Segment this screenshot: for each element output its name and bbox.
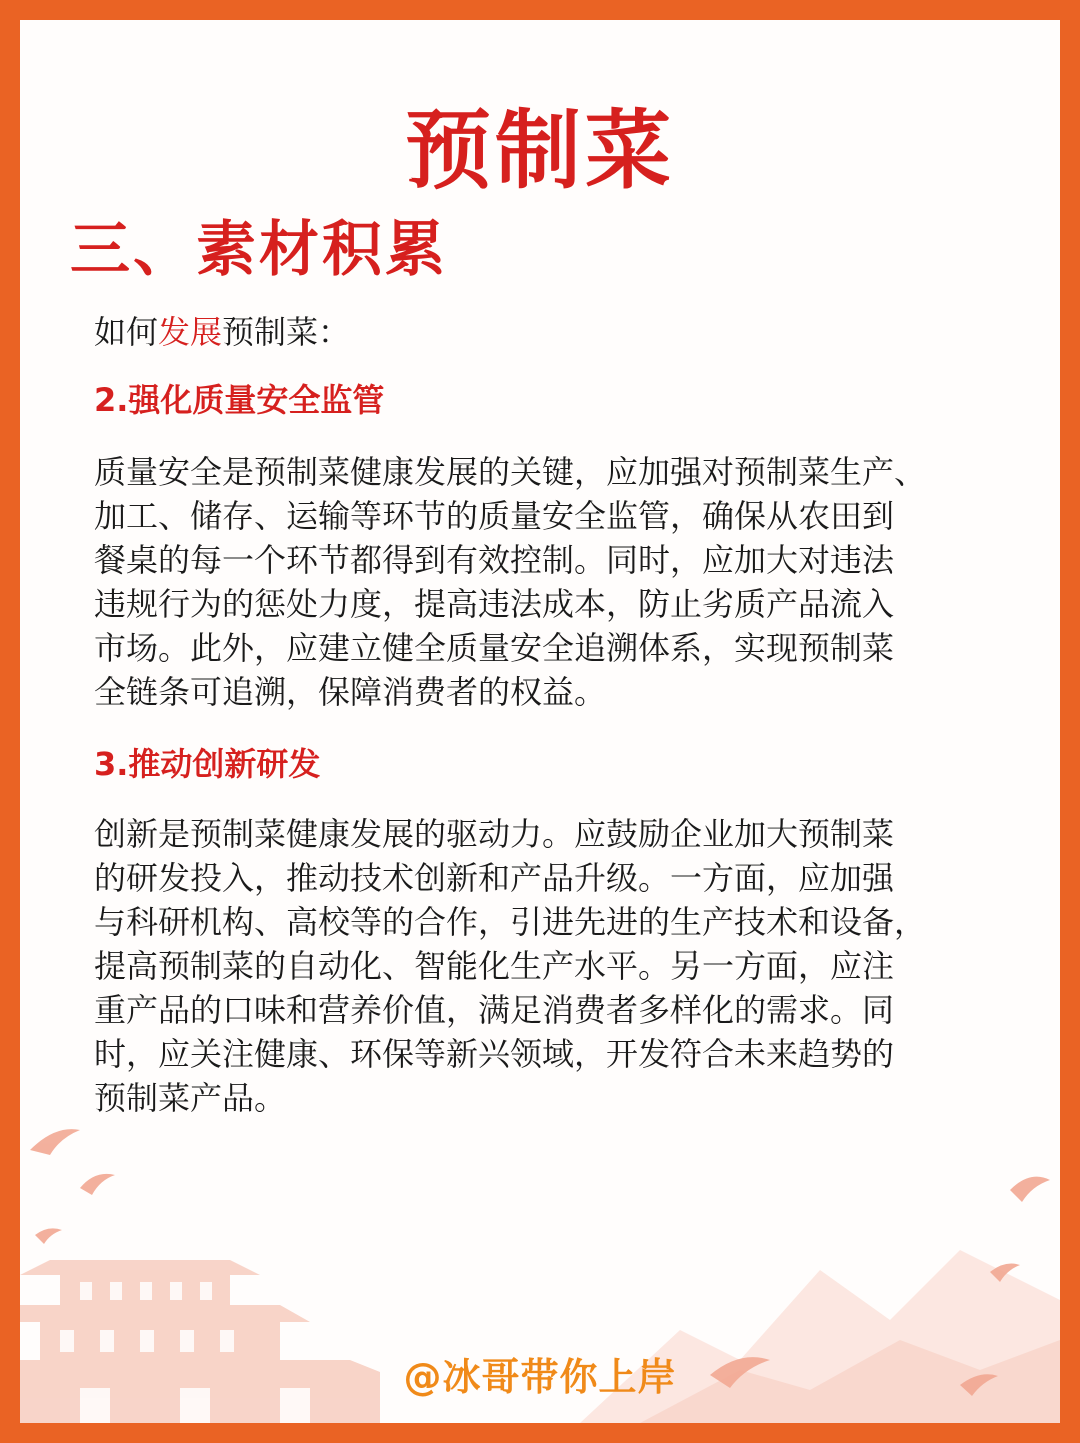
paragraph-line: 时，应关注健康、环保等新兴领域，开发符合未来趋势的 — [94, 1035, 895, 1073]
paragraph-line: 质量安全是预制菜健康发展的关键，应加强对预制菜生产、 — [94, 453, 927, 491]
paragraph-line: 加工、储存、运输等环节的质量安全监管，确保从农田到 — [94, 497, 895, 535]
author-handle: @冰哥带你上岸 — [403, 1355, 677, 1399]
content-card — [20, 20, 1060, 1423]
paragraph-line: 餐桌的每一个环节都得到有效控制。同时，应加大对违法 — [94, 541, 895, 579]
paragraph-line: 全链条可追溯，保障消费者的权益。 — [94, 673, 607, 711]
paragraph-line: 预制菜产品。 — [94, 1079, 287, 1117]
paragraph-line: 违规行为的惩处力度，提高违法成本，防止劣质产品流入 — [94, 585, 895, 623]
point-2-heading: 2.强化质量安全监管 — [94, 381, 385, 419]
intro-line — [94, 310, 350, 354]
paragraph-line: 的研发投入，推动技术创新和产品升级。一方面，应加强 — [94, 859, 895, 897]
point-3-heading: 3.推动创新研发 — [94, 745, 321, 783]
intro-text-start: 如何 — [94, 313, 159, 351]
paragraph-line: 提高预制菜的自动化、智能化生产水平。另一方面，应注 — [94, 947, 895, 985]
page-title: 预制菜 — [405, 101, 675, 201]
section-heading: 三、素材积累 — [70, 215, 448, 285]
intro-text-end: 预制菜： — [222, 313, 351, 351]
intro-text-highlight: 发展 — [158, 313, 223, 351]
paragraph-line: 市场。此外，应建立健全质量安全追溯体系，实现预制菜 — [94, 629, 895, 667]
point-2-paragraph — [94, 450, 1040, 714]
paragraph-line: 与科研机构、高校等的合作，引进先进的生产技术和设备， — [94, 903, 927, 941]
paragraph-line: 重产品的口味和营养价值，满足消费者多样化的需求。同 — [94, 991, 895, 1029]
paragraph-line: 创新是预制菜健康发展的驱动力。应鼓励企业加大预制菜 — [94, 815, 895, 853]
point-3-paragraph — [94, 812, 1040, 1120]
